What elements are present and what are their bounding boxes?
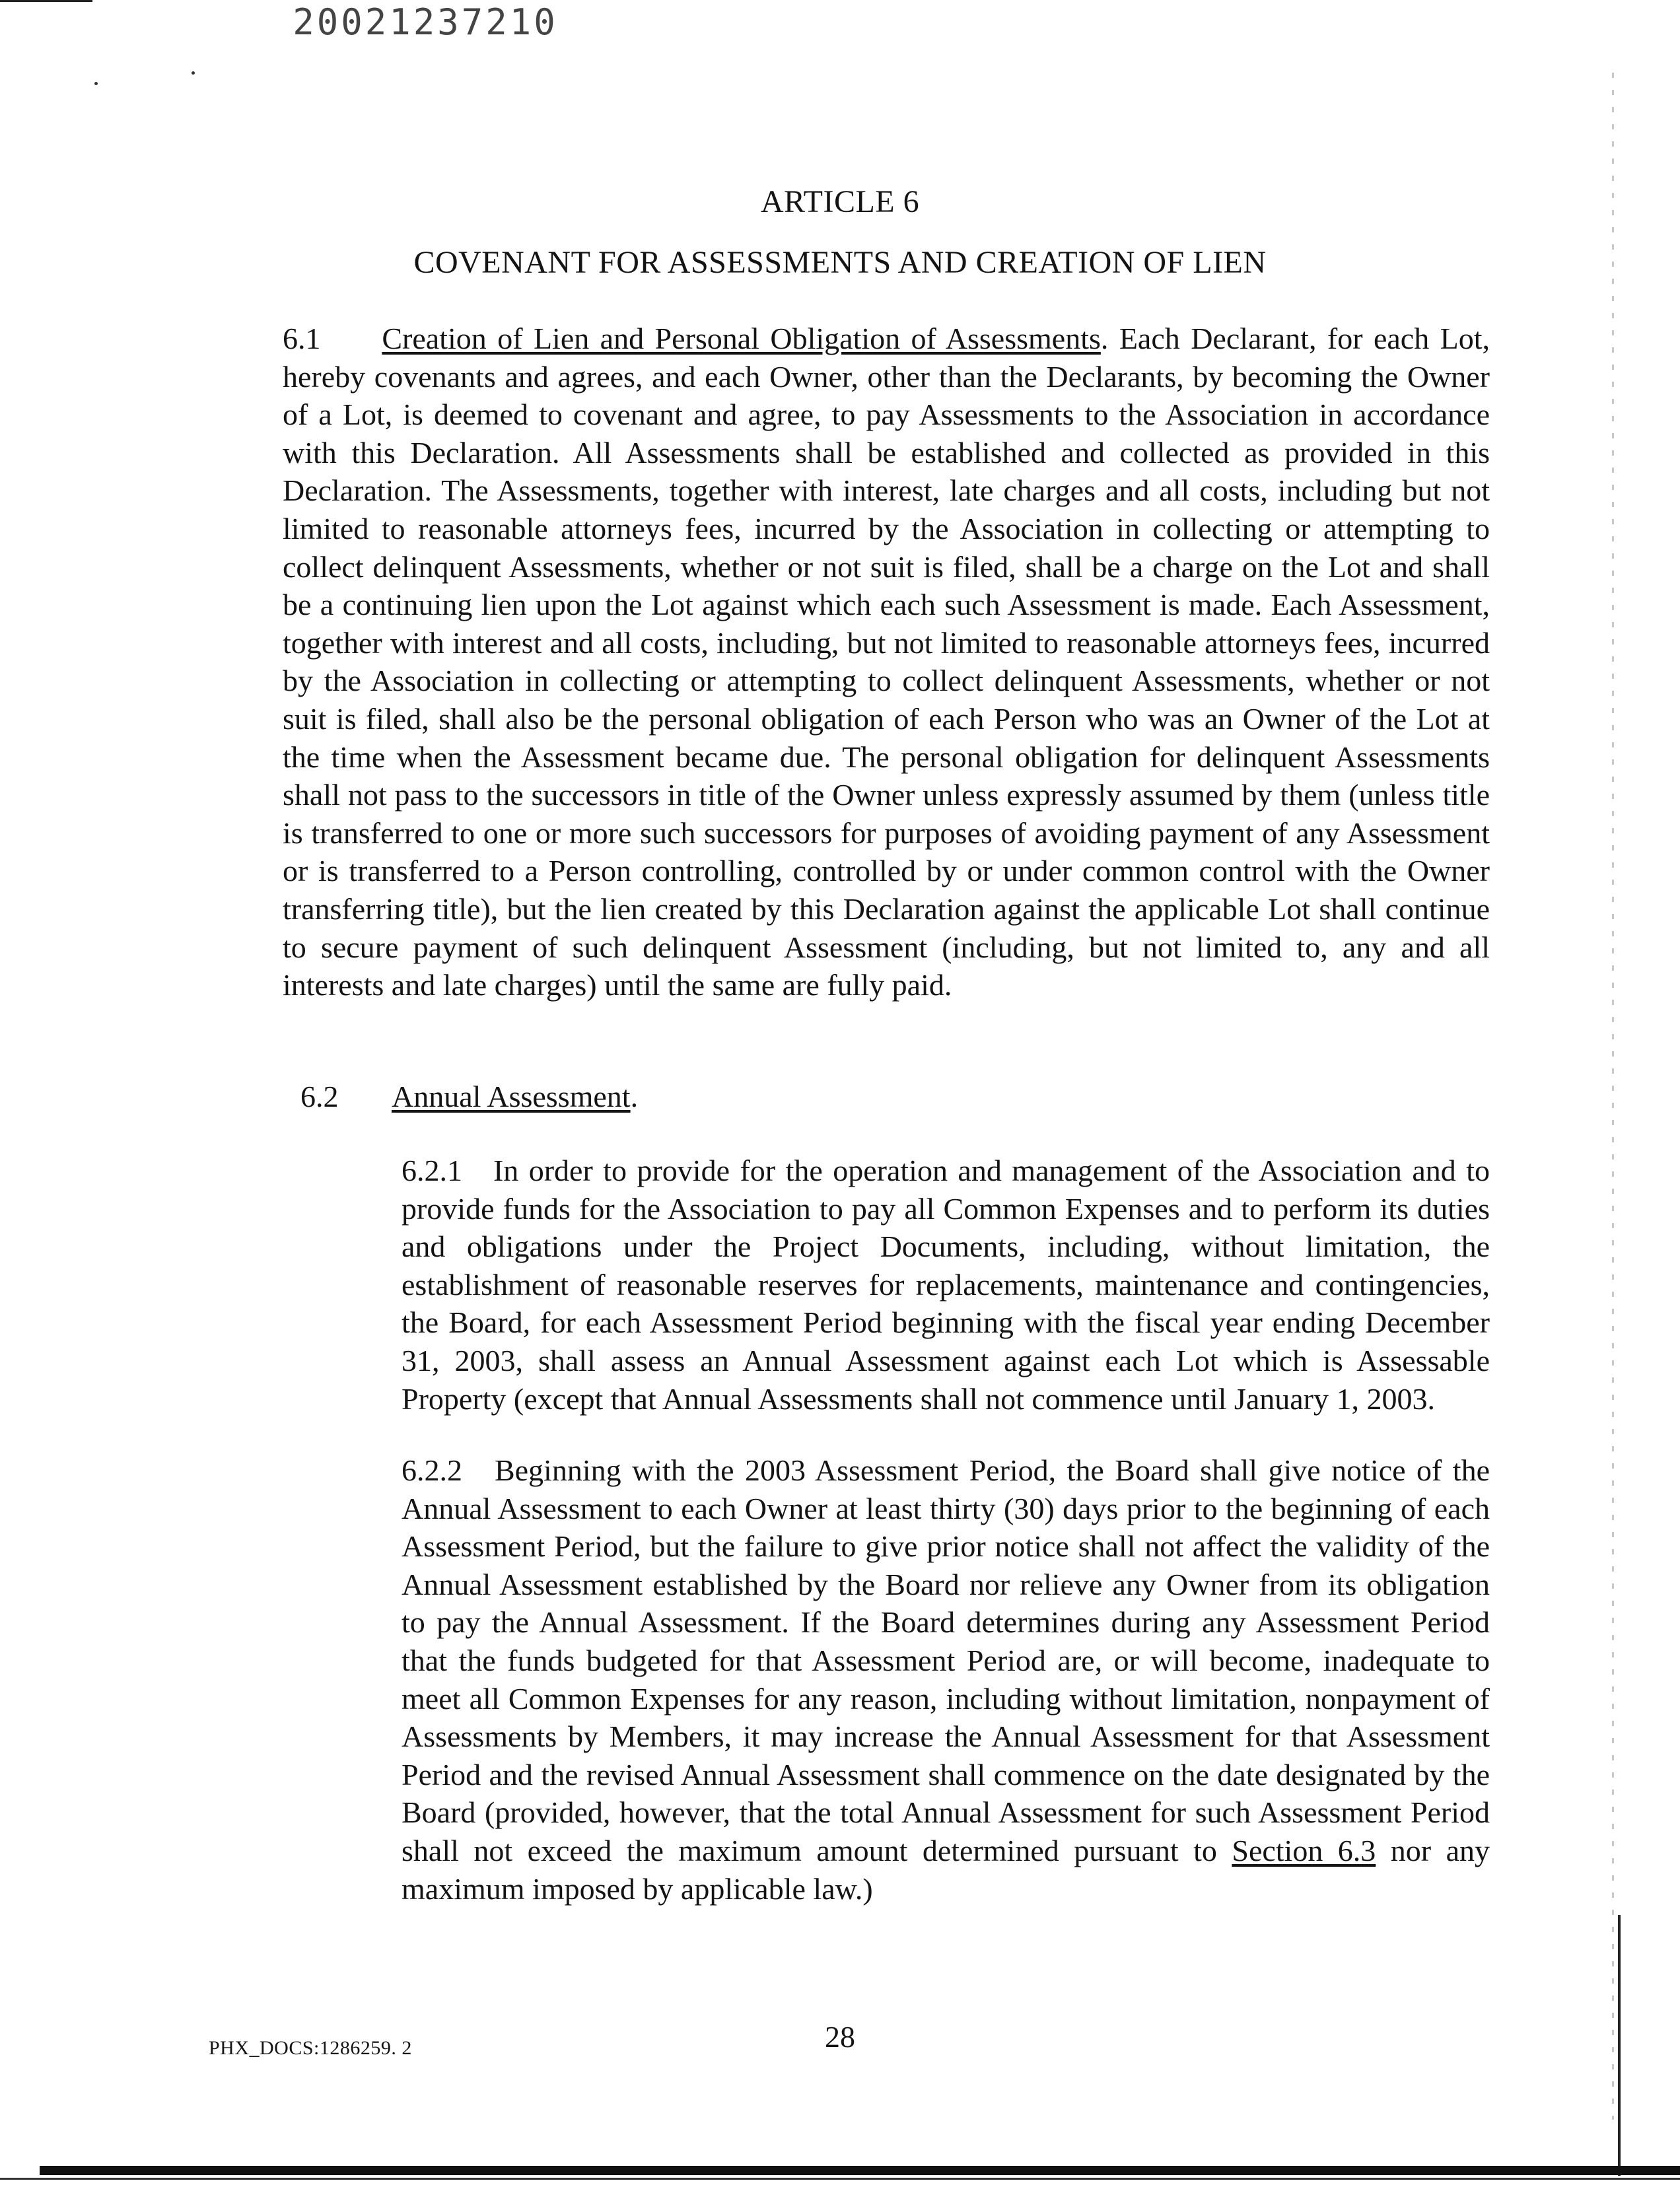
section-6-2-2 — [198, 1451, 1490, 1908]
article-label: ARTICLE 6 — [760, 184, 920, 219]
section-6-2-1 — [198, 1152, 1490, 1418]
section-6-2 — [300, 1078, 1423, 1116]
scan-speck — [94, 82, 98, 85]
section-text: In order to provide for the operation and management of the Association and to provide funds for the Association to pay all Common Expenses and to perform its duties and obligations under the Project Documents, including, without limitation, the establishment of reasonable reserves for replacements, maintenance and contingencies, the Board, for each Assessment Period beginning with the fiscal year ending December 31, 2003, shall assess an Annual Assessment against each Lot which is Assessable Property (except that Annual Assessments shall not commence until January 1, 2003. — [402, 1154, 1490, 1416]
heading-period: . — [1100, 322, 1109, 355]
document-number: 20021237210 — [293, 1, 558, 43]
section-reference-link: Section 6.3 — [1232, 1833, 1376, 1867]
section-number: 6.2 — [300, 1080, 339, 1113]
section-number: 6.2.1 — [402, 1154, 462, 1187]
footer-document-reference: PHX_DOCS:1286259. 2 — [209, 2037, 412, 2059]
scan-bottom-bar — [40, 2166, 1680, 2175]
section-6-1 — [198, 320, 1490, 1004]
scan-side-rule — [1618, 1915, 1621, 2176]
scan-bottom-line — [0, 2178, 1680, 2180]
article-title: COVENANT FOR ASSESSMENTS AND CREATION OF LIEN — [413, 245, 1267, 280]
scan-edge-artifact — [1612, 73, 1614, 2120]
heading-period: . — [630, 1080, 639, 1113]
section-text: Beginning with the 2003 Assessment Period, the Board shall give notice of the Annual Assessment to each Owner at least thirty (30) days prior to the beginning of each Assessment Period, but the failure to give prior notice shall not affect the validity of the Annual Assessment established by the Board nor relieve any Owner from its obligation to pay the Annual Assessment. If the Board determines during any Assessment Period that the funds budgeted for that Assessment Period are, or will become, inadequate to meet all Common Expenses for any reason, including without limitation, nonpayment of Assessments by Members, it may increase the Annual Assessment for that Assessment Period and the revised Annual Assessment shall commence on the date designated by the Board (provided, however, that the total Annual Assessment for such Assessment Period shall not exceed the maximum amount determined pursuant to — [402, 1453, 1490, 1867]
section-text-end: nor any maximum imposed by applicable law.) — [402, 1833, 1490, 1906]
section-text: Each Declarant, for each Lot, hereby covenants and agrees, and each Owner, other than the Declarants, by becoming the Owner of a Lot, is deemed to covenant and agree, to pay Assessments to the Association in accordance with this Declaration. All Assessments shall be established and collected as provided in this Declaration. The Assessments, together with interest, late charges and all costs, including but not limited to reasonable attorneys fees, incurred by the Association in collecting or attempting to collect delinquent Assessments, whether or not suit is filed, shall be a charge on the Lot and shall be a continuing lien upon the Lot against which each such Assessment is made. Each Assessment, together with interest and all costs, including, but not limited to reasonable attorneys fees, incurred by the Association in collecting or attempting to collect delinquent Assessments, whether or not suit is filed, shall also be the personal obligation of each Person who was an Owner of the Lot at the time when the Assessment became due. The personal obligation for delinquent Assessments shall not pass to the successors in title of the Owner unless expressly assumed by them (unless title is transferred to one or more such successors for purposes of avoiding payment of any Assessment or is transferred to a Person controlling, controlled by or under common control with the Owner transferring title), but the lien created by this Declaration against the applicable Lot shall continue to secure payment of such delinquent Assessment (including, but not limited to, any and all interests and late charges) until the same are fully paid. — [283, 322, 1490, 1002]
section-number: 6.2.2 — [402, 1453, 462, 1487]
section-number: 6.1 — [283, 322, 321, 355]
page-number: 28 — [825, 2020, 855, 2054]
section-heading: Annual Assessment — [391, 1080, 631, 1113]
section-heading: Creation of Lien and Personal Obligation of Assessments — [382, 322, 1101, 355]
scan-speck — [192, 71, 195, 75]
